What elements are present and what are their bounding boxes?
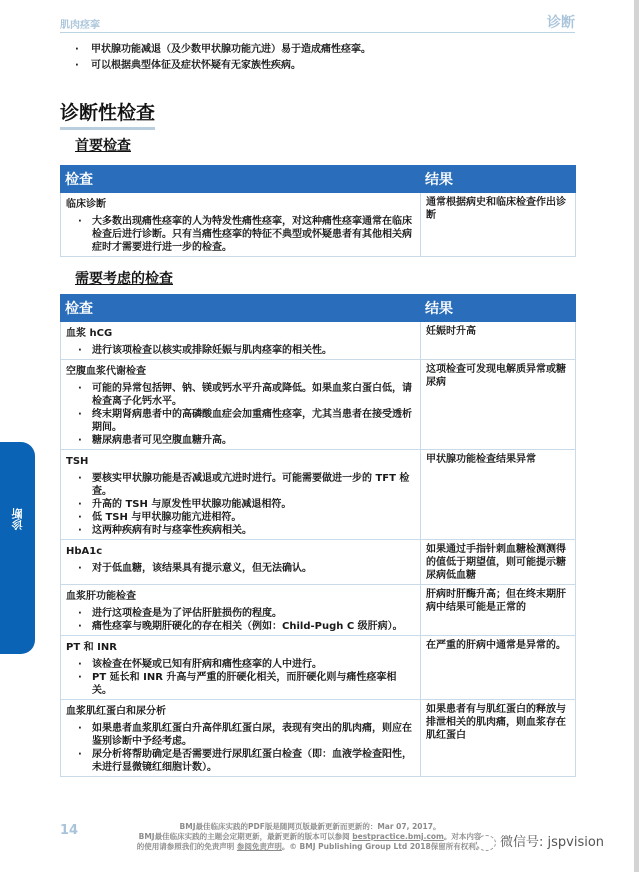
table-row [61, 322, 576, 360]
section-title: 诊断性检查 [60, 98, 155, 130]
test-name: TSH [66, 456, 89, 467]
test-note: · PT 延长和 INR 升高与严重的肝硬化相关，而肝硬化则与痛性痉挛相关。 [78, 671, 416, 697]
test-note: · 低 TSH 与甲状腺功能亢进相符。 [78, 511, 416, 524]
test-note: · 痛性痉挛与晚期肝硬化的存在相关（例如：Child-Pugh C 级肝病）。 [78, 620, 416, 633]
bestpractice-link[interactable]: bestpractice.bmj.com [352, 832, 444, 841]
test-name: HbA1c [66, 546, 103, 557]
consider-tests-table [60, 294, 576, 777]
test-note: · 如果患者血浆肌红蛋白升高伴肌红蛋白尿，表现有突出的肌肉痛，则应在鉴别诊断中予经考虑。 [78, 722, 416, 748]
intro-bullets [75, 42, 575, 74]
test-name: 空腹血浆代谢检查 [66, 366, 146, 377]
footer-line-2: BMJ最佳临床实践的主题会定期更新，最新更新的版本可以参阅 bestpractice.bmj.com。对本内容 [138, 832, 482, 841]
column-header-result: 结果 [421, 295, 576, 322]
test-result: 在严重的肝病中通常是异常的。 [421, 636, 576, 700]
table-row [61, 585, 576, 636]
footer-line-3: 的使用请参照我们的免责声明 参阅免责声明。© BMJ Publishing Group Ltd 2018保留所有权利。 [136, 842, 484, 851]
table-row [61, 540, 576, 585]
section-label: 诊断 [547, 15, 575, 31]
test-note: · 进行该项检查以核实或排除妊娠与肌肉痉挛的相关性。 [78, 344, 416, 357]
test-note: · 尿分析将帮助确定是否需要进行尿肌红蛋白检查（即：血液学检查阳性，未进行显微镜红细胞计数）。 [78, 748, 416, 774]
test-note: · 糖尿病患者可见空腹血糖升高。 [78, 434, 416, 447]
consider-tests-title: 需要考虑的检查 [75, 271, 173, 287]
test-result: 如果通过手指针刺血糖检测测得的值低于期望值，则可能提示糖尿病低血糖 [421, 540, 576, 585]
section-side-tab[interactable] [0, 442, 35, 654]
wechat-icon [476, 835, 496, 851]
test-name: 血浆肌红蛋白和尿分析 [66, 706, 166, 717]
test-note: · 对于低血糖，该结果具有提示意义，但无法确认。 [78, 562, 416, 575]
side-tab-label: 诊断 [11, 508, 24, 530]
test-result: 甲状腺功能检查结果异常 [421, 450, 576, 540]
wechat-watermark: 微信号: jspvision [476, 831, 604, 851]
footer-line-1: BMJ最佳临床实践的PDF版是随网页版最新更新而更新的：Mar 07, 2017。 [179, 822, 441, 831]
test-name: 血浆肝功能检查 [66, 591, 136, 602]
test-name: PT 和 INR [66, 642, 117, 653]
page-edge [634, 0, 639, 872]
test-note: · 这两种疾病有时与痉挛性疾病相关。 [78, 524, 416, 537]
disclaimer-link[interactable]: 参阅免责声明 [236, 842, 282, 851]
column-header-test: 检查 [61, 166, 421, 193]
intro-bullet: · 可以根据典型体征及症状怀疑有无家族性疾病。 [75, 58, 575, 74]
test-note: · 进行这项检查是为了评估肝脏损伤的程度。 [78, 607, 416, 620]
test-name: 临床诊断 [66, 199, 106, 210]
footer [120, 822, 500, 852]
test-result: 通常根据病史和临床检查作出诊断 [421, 193, 576, 257]
column-header-test: 检查 [61, 295, 421, 322]
test-note: · 终末期肾病患者中的高磷酸血症会加重痛性痉挛，尤其当患者在接受透析期间。 [78, 408, 416, 434]
test-name: 血浆 hCG [66, 328, 113, 339]
primary-tests-title: 首要检查 [75, 138, 131, 154]
test-result: 如果患者有与肌红蛋白的释放与排泄相关的肌肉痛，则血浆存在肌红蛋白 [421, 700, 576, 777]
chapter-title: 肌肉痉挛 [60, 20, 100, 31]
test-result: 这项检查可发现电解质异常或糖尿病 [421, 360, 576, 450]
table-row [61, 193, 576, 257]
table-row [61, 636, 576, 700]
running-header [60, 10, 575, 33]
table-row [61, 450, 576, 540]
test-note: · 升高的 TSH 与原发性甲状腺功能减退相符。 [78, 498, 416, 511]
column-header-result: 结果 [421, 166, 576, 193]
test-note: · 要核实甲状腺功能是否减退或亢进时进行。可能需要做进一步的 TFT 检查。 [78, 472, 416, 498]
test-result: 肝病时肝酶升高；但在终末期肝病中结果可能是正常的 [421, 585, 576, 636]
test-result: 妊娠时升高 [421, 322, 576, 360]
table-row [61, 360, 576, 450]
page-number: 14 [60, 823, 79, 838]
table-row [61, 700, 576, 777]
primary-tests-table [60, 165, 576, 257]
intro-bullet: · 甲状腺功能减退（及少数甲状腺功能亢进）易于造成痛性痉挛。 [75, 42, 575, 58]
test-note: · 该检查在怀疑或已知有肝病和痛性痉挛的人中进行。 [78, 658, 416, 671]
test-note: · 可能的异常包括钾、钠、镁或钙水平升高或降低。如果血浆白蛋白低，请检查离子化钙水平。 [78, 382, 416, 408]
test-note: · 大多数出现痛性痉挛的人为特发性痛性痉挛，对这种痛性痉挛通常在临床检查后进行诊断。只有当痛性痉挛的特征不典型或怀疑患者有其他相关病症时才需要进行进一步的检查。 [78, 215, 416, 254]
